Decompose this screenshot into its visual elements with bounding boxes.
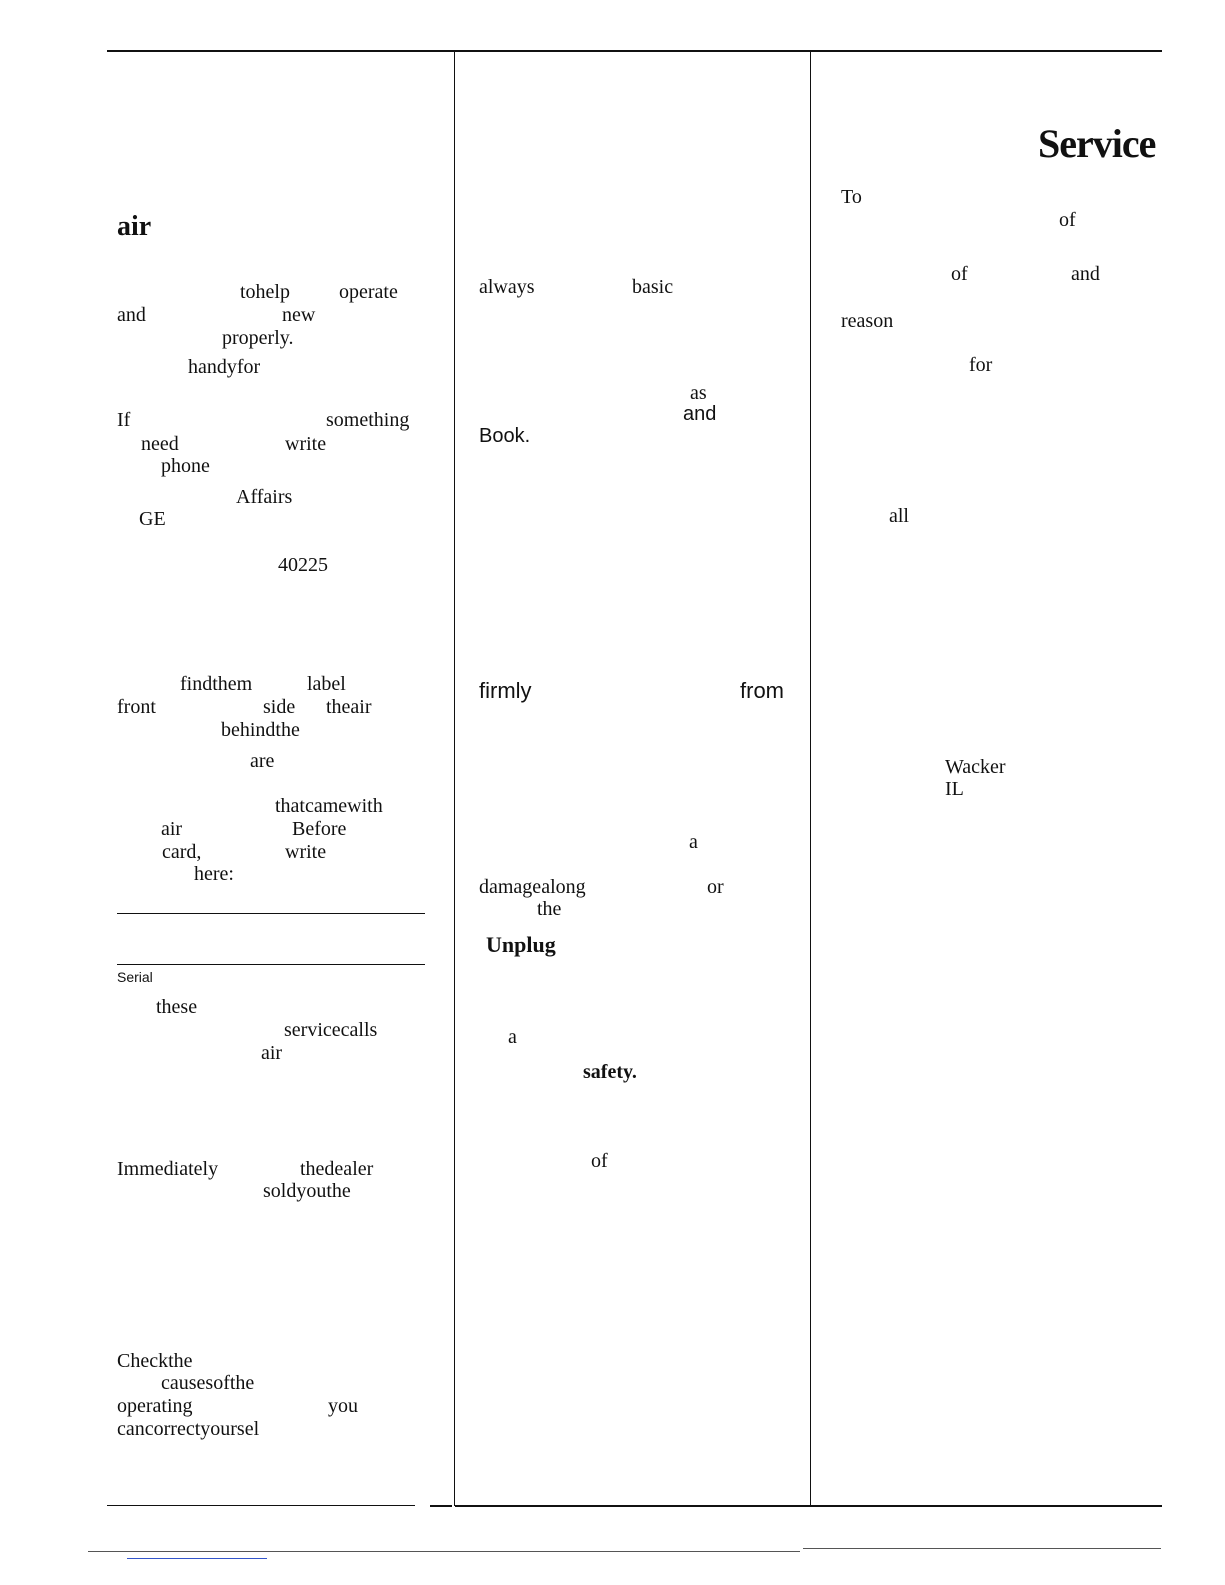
bottom-rule-right [455, 1505, 1162, 1507]
bottom-rule-left [107, 1505, 415, 1506]
col1-word: Checkthe [117, 1350, 193, 1372]
col1-word: operate [339, 281, 398, 303]
col1-word: causesofthe [161, 1372, 255, 1394]
col1-word: thatcamewith [275, 795, 383, 817]
bottom-rule-mark [430, 1505, 452, 1507]
col1-word: air [161, 818, 183, 840]
col1-word: theair [326, 696, 372, 718]
col2-word: a [508, 1026, 517, 1048]
col1-heading: air [117, 211, 152, 242]
column-divider-right [810, 50, 811, 1506]
col1-word: card, [162, 841, 202, 863]
col1-word: behindthe [221, 719, 300, 741]
col1-word: front [117, 696, 156, 718]
col1-word: handyfor [188, 356, 261, 378]
footer-line-right [803, 1548, 1161, 1549]
col2-word: Book. [479, 425, 531, 447]
serial-number-line [117, 964, 425, 965]
col3-word: Wacker [945, 756, 1006, 778]
col1-word: something [326, 409, 410, 431]
col3-word: of [951, 263, 968, 285]
col1-word: findthem [180, 673, 253, 695]
col1-word: Immediately [117, 1158, 219, 1180]
col2-word-safety: safety. [583, 1061, 637, 1083]
col1-word: properly. [222, 327, 294, 349]
col1-word: new [282, 304, 316, 326]
column-divider-left [454, 50, 455, 1506]
col2-word: damagealong [479, 876, 586, 898]
col1-word: you [328, 1395, 358, 1417]
col1-word: tohelp [240, 281, 290, 303]
col2-word: firmly [479, 678, 532, 703]
col1-word: 40225 [278, 554, 328, 576]
col1-word: air [261, 1042, 283, 1064]
col1-word: are [250, 750, 275, 772]
col1-word: label [307, 673, 346, 695]
col1-word: cancorrectyoursel [117, 1418, 260, 1440]
col1-word: servicecalls [284, 1019, 378, 1041]
col2-word-unplug: Unplug [486, 932, 556, 957]
col3-word: To [841, 186, 862, 208]
col3-word: of [1059, 209, 1076, 231]
col1-word: these [156, 996, 198, 1018]
col2-word: always [479, 276, 535, 298]
col2-word: or [707, 876, 724, 898]
col1-word: need [141, 433, 179, 455]
col3-word: IL [945, 778, 964, 800]
col3-word: for [969, 354, 993, 376]
col1-word: GE [139, 508, 166, 530]
col2-word: basic [632, 276, 674, 298]
col1-word: thedealer [300, 1158, 374, 1180]
col2-word: the [537, 898, 562, 920]
col2-word: as [690, 382, 707, 404]
col1-word: write [285, 841, 327, 863]
col1-word: and [117, 304, 146, 326]
col1-word: If [117, 409, 131, 431]
col1-word: operating [117, 1395, 193, 1417]
col3-word: all [889, 505, 909, 527]
col2-word: a [689, 831, 698, 853]
col2-word: from [740, 678, 784, 703]
col1-word: here: [194, 863, 234, 885]
col1-word: write [285, 433, 327, 455]
col3-heading: Service [1038, 121, 1156, 166]
serial-label: Serial [117, 969, 153, 985]
col3-word: and [1071, 263, 1100, 285]
col2-word: of [591, 1150, 608, 1172]
model-number-line [117, 913, 425, 914]
col1-word: Affairs [236, 486, 293, 508]
col1-word: soldyouthe [263, 1180, 351, 1202]
footer-link-line [127, 1558, 267, 1559]
col2-word: and [683, 403, 717, 425]
col1-word: phone [161, 455, 210, 477]
col1-word: side [263, 696, 296, 718]
footer-line-left [88, 1551, 800, 1552]
col1-word: Before [292, 818, 347, 840]
col3-word: reason [841, 310, 894, 332]
top-rule [107, 50, 1162, 52]
